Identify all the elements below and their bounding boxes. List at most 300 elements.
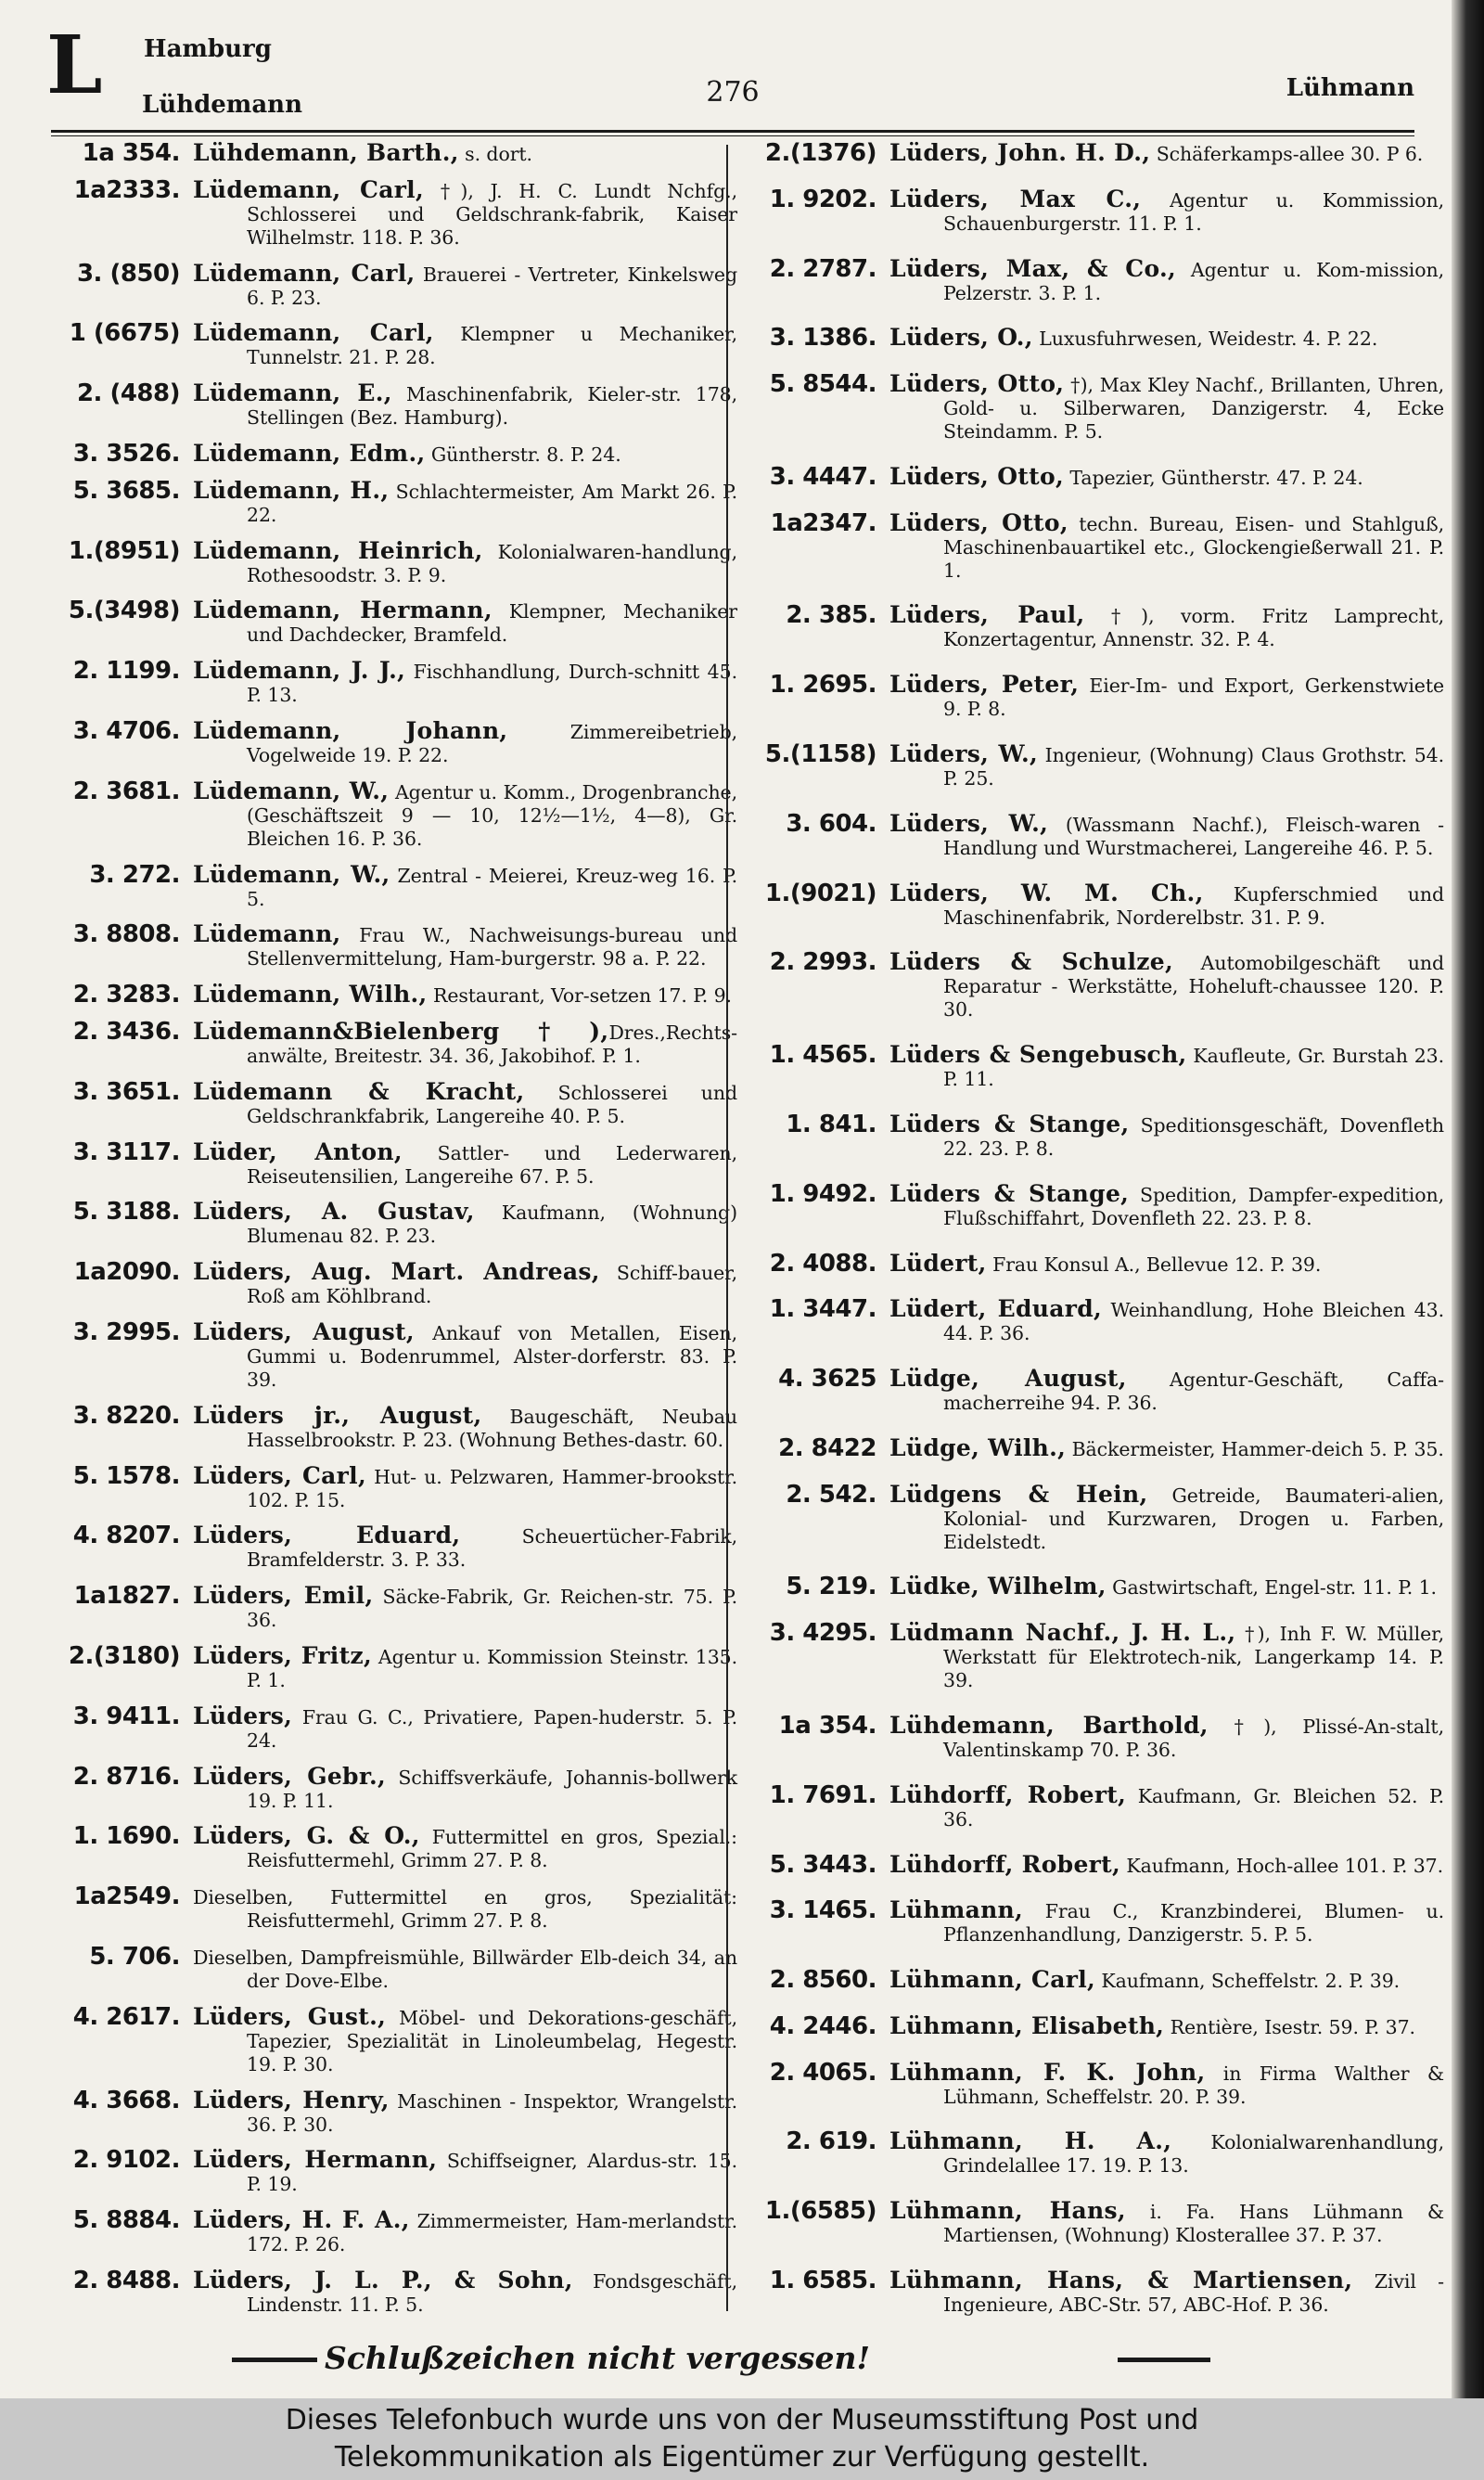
entry-name: Lüders, [193,1702,293,1729]
phone-number: 2. 542. [786,1480,876,1509]
entry-text [193,983,737,1008]
entry-text [889,254,1444,305]
entry-name: Lüders, Gebr., [193,1762,387,1790]
entry-details: Rentière, Isestr. 59. P. 37. [1164,2015,1415,2038]
entry-text [193,1401,737,1452]
phone-number: 3. 4447. [769,462,876,491]
phone-number: 4. 3668. [72,2086,180,2114]
phone-number: 5. 8884. [72,2206,180,2235]
entry-details: Zimmereibetrieb, Vogelweide 19. P. 22. [247,720,738,766]
entry-details: Maschinen - Inspektor, Wrangelstr. 36. P. 30. [247,2089,737,2136]
header-rule [51,130,1414,133]
directory-entry [747,1711,1444,1762]
phone-number: 1a2347. [770,508,876,537]
entry-details: †), Plissé-An-stalt, Valentinskamp 70. P. 36. [943,1715,1444,1761]
entry-details: Sattler- und Lederwaren, Reiseutensilien, Langereihe 67. P. 5. [247,1141,737,1188]
phone-number: 3. 4706. [72,716,180,745]
entry-details: Frau C., Kranzbinderei, Blumen- u. Pflanzenhandlung, Danzigerstr. 5. P. 5. [943,1900,1444,1947]
entry-name: Lüdemann, Heinrich, [193,536,483,564]
phone-number: 1. 2695. [769,671,876,700]
directory-entry [48,476,737,527]
section-letter: L [46,19,101,112]
entry-details: Eier-Im- und Export, Gerkenstwiete 9. P. 8. [943,675,1444,721]
entry-name: Lüders, O., [889,324,1033,352]
entry-text [889,1249,1444,1277]
directory-entry [48,716,738,767]
entry-details: Kolonialwarenhandlung, Grindelallee 17. 19. P. 13. [943,2131,1444,2178]
directory-entry [747,1112,1444,1161]
entry-name: Lüders, Max, & Co., [889,254,1176,282]
directory-entry [48,983,737,1008]
phone-number: 1a2549. [73,1882,180,1911]
entry-details: Agentur u. Kom-mission, Pelzerstr. 3. P. 1. [943,258,1444,304]
phone-number: 3. 1386. [769,324,876,353]
entry-text [889,372,1444,443]
entry-text [889,1850,1444,1878]
entry-text [193,1945,737,1993]
phone-number: 1a 354. [778,1711,876,1740]
entry-name: Lühdorff, Robert, [889,1850,1120,1878]
entry-name: Lüdgens & Hein, [889,1480,1148,1508]
entry-details: Kaufmann, Gr. Bleichen 52. P. 36. [943,1784,1444,1831]
entry-details: (Wassmann Nachf.), Fleisch-waren - Handlung und Wurstmacherei, Langereihe 46. P. 5. [943,813,1444,859]
entry-text [889,326,1444,351]
entry-name: Lüdert, Eduard, [889,1295,1103,1323]
entry-details: Automobilgeschäft und Reparatur - Werkstätte, Hoheluft-chaussee 120. P. 30. [943,952,1444,1022]
directory-entry [747,1621,1444,1692]
entry-details: Gastwirtschaft, Engel-str. 11. P. 1. [1106,1576,1437,1600]
header-first-entry: Lühdemann [142,91,302,119]
entry-name: Lüders, Max C., [889,185,1142,212]
entry-text [889,1711,1444,1762]
phone-number: 2. 8488. [72,2266,180,2294]
entry-details: Klempner u Mechaniker, Tunnelstr. 21. P. 28. [247,323,737,369]
phone-number: 1a 354. [82,139,180,167]
phone-number: 2.(1376) [764,139,876,167]
entry-name: Lüders, W., [889,809,1049,837]
entry-name: Lüders, H. F. A., [193,2206,410,2234]
entry-details: Getreide, Baumateri-alien, Kolonial- und Kurzwaren, Drogen u. Farben, Eidelstedt. [943,1484,1444,1553]
phone-number: 1a1827. [73,1582,180,1611]
entry-name: Lüders, John. H. D., [889,139,1151,166]
entry-text [193,2148,737,2196]
entry-name: Lüdemann, H., [193,476,390,504]
entry-details: Fondsgeschäft, Lindenstr. 11. P. 5. [247,2269,737,2316]
entry-text [193,175,737,250]
entry-text [889,1179,1444,1230]
phone-number: 2. 4065. [769,2058,876,2087]
phone-number: 2. 3436. [72,1017,180,1046]
entry-text [193,1260,737,1308]
entry-text [889,742,1444,790]
entry-details: Agentur-Geschäft, Caffa-macherreihe 94. P. 36. [943,1368,1444,1415]
entry-details: Speditionsgeschäft, Dovenfleth 22. 23. P. 8. [943,1113,1444,1160]
entry-text [193,860,737,911]
entry-name: Lüdemann, W., [193,777,390,804]
entry-details: Maschinenfabrik, Kieler-str. 178, Stellingen (Bez. Hamburg). [247,383,737,430]
entry-name: Lühmann, Elisabeth, [889,2011,1165,2039]
directory-entry [48,1584,737,1632]
directory-entry [747,1898,1444,1947]
entry-name: Lüders & Stange, [889,1110,1130,1137]
phone-number: 5.(3498) [68,597,180,625]
entry-name: Lüders, Gust., [193,2002,387,2030]
entry-text [889,462,1444,490]
entry-name: Lüdemann, Johann, [193,716,508,744]
directory-entry [747,1574,1444,1600]
entry-name: Lüders, Fritz, [193,1641,372,1669]
entry-text [193,1584,737,1632]
phone-number: 1a2333. [73,175,180,204]
directory-entry [48,175,737,250]
entry-details: Frau G. C., Privatiere, Papen-huderstr. 5. P. 24. [247,1705,737,1752]
entry-details: Klempner, Mechaniker und Dachdecker, Bramfeld. [247,600,737,647]
entry-name: Lühmann, Hans, & Martiensen, [889,2267,1353,2294]
entry-details: †), Max Kley Nachf., Brillanten, Uhren, Gold- u. Silberwaren, Danzigerstr. 4, Ecke Steindamm. P. 5. [943,374,1444,443]
ownership-banner [0,2398,1484,2480]
entry-text [193,1641,737,1692]
directory-entry [48,1704,737,1753]
directory-entry [48,1317,737,1392]
entry-details: Ankauf von Metallen, Eisen, Gummi u. Bodenrummel, Alster-dorferstr. 83. P. 39. [247,1321,737,1391]
entry-name: Lüders, Paul, [889,601,1085,629]
entry-details: Kaufleute, Gr. Burstah 23. P. 11. [943,1045,1444,1091]
phone-number: 5. 219. [786,1573,876,1601]
entry-details: Dieselben, Dampfreismühle, Billwärder Elb-deich 34, an der Dove-Elbe. [193,1946,737,1992]
phone-number: 5. 706. [89,1942,180,1971]
right-column [747,141,1444,2317]
phone-number: 5. 8544. [769,370,876,399]
entry-name: Lüder, Anton, [193,1137,403,1165]
phone-number: 5. 1578. [72,1461,180,1490]
directory-entry [747,673,1444,721]
directory-entry [747,2268,1444,2317]
directory-entry [747,1433,1444,1462]
directory-entry [48,2002,737,2076]
entry-details: †), J. H. C. Lundt Nchfg., Schlosserei und Geldschrank-fabrik, Kaiser Wilhelmstr. 118. P. 36. [247,179,737,249]
entry-details: †), Inh F. W. Müller, Werkstatt für Elektrotech-nik, Langerkamp 14. P. 39. [943,1623,1444,1692]
entry-details: Scheuertücher-Fabrik, Bramfelderstr. 3. P. 33. [247,1525,738,1572]
entry-details: techn. Bureau, Eisen- und Stahlguß, Maschinenbauartikel etc., Glockengießerwall 21. P. 1. [943,512,1444,582]
entry-name: Lüders, Otto, [889,462,1064,490]
entry-details: Kaufmann, Hoch-allee 101. P. 37. [1119,1854,1444,1877]
directory-entry [48,259,737,310]
phone-number: 3. 2995. [72,1317,180,1346]
entry-text [193,2088,737,2137]
directory-entry [747,254,1444,305]
phone-number: 1. 6585. [769,2267,876,2294]
phone-number: 5. 3443. [769,1850,876,1879]
entry-details: Schiffsverkäufe, Johannis-bollwerk 19. P. 11. [247,1766,737,1812]
entry-details: Schäferkamps-allee 30. P 6. [1150,143,1424,165]
phone-number: 2. 3681. [72,777,180,805]
phone-number: 2. 3283. [72,981,180,1009]
directory-entry [48,141,737,166]
directory-entry [48,1137,737,1189]
entry-name: Lüders, J. L. P., & Sohn, [193,2266,573,2294]
entry-text [193,1317,737,1392]
entry-details: Dieselben, Futtermittel en gros, Spezialität: Reisfuttermehl, Grimm 27. P. 8. [193,1886,737,1933]
entry-details: Hut- u. Pelzwaren, Hammer-brookstr. 102. P. 15. [247,1465,737,1511]
entry-details: Tapezier, Güntherstr. 47. P. 24. [1063,466,1363,489]
entry-details: Weinhandlung, Hohe Bleichen 43. 44. P. 36. [943,1299,1444,1345]
entry-text [193,716,738,767]
entry-name: Lüders, August, [193,1317,415,1345]
entry-text [889,141,1444,166]
directory-entry [747,2058,1444,2109]
phone-number: 5. 3685. [72,476,180,505]
entry-name: Lühdemann, Barthold, [889,1711,1209,1739]
directory-entry [747,1480,1444,1554]
phone-number: 3. 8220. [72,1401,180,1430]
entry-text [889,1780,1444,1831]
entry-name: Lühmann, H. A., [889,2127,1172,2155]
entry-name: Lühmann, F. K. John, [889,2058,1206,2086]
directory-entry [747,2129,1444,2178]
directory-entry [747,372,1444,443]
entry-name: Lüdge, August, [889,1365,1127,1393]
header-city: Hamburg [144,35,272,63]
phone-number: 1. 1690. [72,1822,180,1851]
phone-number: 4. 3625 [778,1365,876,1394]
directory-entry [48,1762,737,1813]
directory-entry [747,1780,1444,1831]
directory-entry [48,2268,737,2317]
entry-text [889,809,1444,860]
entry-text [193,1523,737,1572]
phone-number: 2. 8422 [778,1433,876,1462]
directory-entry [48,1523,737,1572]
directory-entry [48,659,737,707]
entry-text [889,508,1444,583]
entry-details: Schlosserei und Geldschrankfabrik, Langereihe 40. P. 5. [247,1081,737,1127]
directory-entry [48,1260,737,1308]
entry-text [193,1077,737,1128]
entry-name: Lüdemann, W., [193,860,390,888]
entry-name: Lüders, G. & O., [193,1822,420,1850]
directory-entry [48,381,737,430]
phone-number: 2. (488) [76,379,180,408]
entry-name: Lüdke, Wilhelm, [889,1573,1107,1600]
phone-number: 1. 4565. [769,1041,876,1070]
directory-entry [48,1401,737,1452]
entry-details: Güntherstr. 8. P. 24. [425,443,621,466]
entry-details: i. Fa. Hans Lühmann & Martiensen, (Wohnung) Klosterallee 37. P. 37. [943,2201,1444,2247]
directory-entry [48,2208,737,2256]
entry-details: Schiff-bauer, Roß am Köhlbrand. [247,1262,738,1308]
entry-name: Lüders, Eduard, [193,1522,461,1549]
phone-number: 1.(8951) [68,536,180,565]
entry-name: Lüders & Stange, [889,1179,1130,1207]
entry-name: Lüders, W., [889,740,1038,768]
directory-entry [747,1249,1444,1278]
phone-number: 2. 619. [786,2127,876,2156]
entry-details: Kaufmann, Scheffelstr. 2. P. 39. [1095,1970,1401,1993]
phone-number: 3. 272. [89,860,180,889]
phone-number: 3. 4295. [769,1619,876,1648]
directory-entry [48,1824,737,1872]
phone-number: 1.(9021) [764,879,876,907]
banner-line-2: Telekommunikation als Eigentümer zur Verfügung gestellt. [334,2441,1150,2474]
directory-entry [48,860,737,911]
entry-text [193,598,737,647]
entry-details: Dres.,Rechts-anwälte, Breitestr. 34. 36, Jakobihof. P. 1. [247,1021,737,1067]
entry-details: Brauerei - Vertreter, Kinkelsweg 6. P. 23. [247,263,737,309]
entry-name: Lüdemann, Edm., [193,439,426,467]
entry-text [193,1704,737,1753]
entry-details: Futtermittel en gros, Spezial.: Reisfuttermehl, Grimm 27. P. 8. [247,1826,737,1872]
directory-entry [48,779,737,851]
phone-number: 2. 4088. [769,1249,876,1278]
entry-name: Lüdemann, Carl, [193,319,434,347]
entry-details: Restaurant, Vor-setzen 17. P. 9. [427,984,732,1008]
directory-entry [747,187,1444,236]
entry-name: Lühdemann, Barth., [193,139,459,166]
directory-entry [48,1641,737,1692]
entry-details: Zentral - Meierei, Kreuz-weg 16. P. 5. [247,864,737,910]
entry-details: Baugeschäft, Neubau Hasselbrookstr. P. 23. (Wohnung Bethes-dastr. 60. [247,1405,737,1451]
entry-name: Lüdemann, Hermann, [193,597,493,624]
directory-entry [48,439,737,468]
directory-entry [747,1850,1444,1879]
entry-name: Lüders, Hermann, [193,2146,438,2174]
directory-entry [747,1179,1444,1230]
entry-details: Frau W., Nachweisungs-bureau und Stellenvermittelung, Ham-burgerstr. 98 a. P. 22. [247,924,737,970]
entry-text [889,950,1444,1022]
phone-number: 3. 1465. [769,1896,876,1925]
entry-text [193,141,737,166]
directory-entry [747,881,1444,930]
phone-number: 1. 841. [786,1110,876,1138]
page-edge-shadow [1452,0,1484,2398]
entry-text [193,779,737,851]
entry-text [193,259,737,310]
entry-text [193,2208,737,2256]
entry-text [889,603,1444,651]
entry-name: Lüdge, Wilh., [889,1433,1067,1461]
phone-number: 2. 385. [786,601,876,630]
directory-entry [747,1367,1444,1415]
column-divider [726,145,728,2311]
entry-text [889,1480,1444,1554]
entry-details: Möbel- und Dekorations-geschäft, Tapezier, Spezialität in Linoleumbelag, Hegestr. 19. P. 30. [247,2006,737,2075]
entry-name: Lüders, Henry, [193,2086,390,2114]
directory-entry [747,742,1444,790]
directory-entry [747,1297,1444,1345]
directory-entry [747,950,1444,1022]
entry-text [193,1884,737,1933]
entry-details: Frau Konsul A., Bellevue 12. P. 39. [986,1253,1322,1276]
entry-name: Lüdemann, Wilh., [193,981,428,1009]
entry-name: Lühmann, Carl, [889,1966,1096,1994]
entry-text [889,1433,1444,1461]
entry-text [889,2058,1444,2109]
entry-text [193,476,737,527]
entry-name: Lüdemann, Carl, [193,175,424,203]
phone-number: 3. 3651. [72,1077,180,1106]
entry-name: Lüders, Otto, [889,370,1065,398]
entry-name: Lüders & Sengebusch, [889,1041,1187,1069]
entry-name: Lüders, W. M. Ch., [889,879,1204,906]
entry-name: Lüders, A. Gustav, [193,1198,475,1226]
entry-details: s. dort. [458,143,532,165]
entry-details: Kupferschmied und Maschinenfabrik, Norderelbstr. 31. P. 9. [943,882,1444,929]
entry-details: in Firma Walther & Lühmann, Scheffelstr. 20. P. 39. [943,2062,1444,2108]
entry-details: Agentur u. Komm., Drogenbranche, (Geschäftszeit 9 — 10, 12½—1½, 4—8), Gr. Bleichen 16. P. 36. [247,780,737,850]
entry-text [889,1367,1444,1415]
entry-text [193,1200,737,1248]
directory-entry [48,1200,737,1248]
entry-details: Kaufmann, (Wohnung) Blumenau 82. P. 23. [247,1201,737,1248]
entry-name: Lühmann, [889,1896,1024,1924]
directory-entry [48,2148,737,2196]
entry-details: Fischhandlung, Durch-schnitt 45. P. 13. [247,661,737,707]
footer-dash-left [232,2358,317,2362]
directory-entry [747,603,1444,651]
entry-text [889,1968,1444,1993]
entry-details: Ingenieur, (Wohnung) Claus Grothstr. 54. P. 25. [943,744,1444,790]
phone-number: 3. 8808. [72,920,180,949]
directory-entry [48,321,737,369]
entry-name: Lüders jr., August, [193,1401,482,1429]
entry-text [889,1043,1444,1091]
entry-text [193,2268,737,2317]
entry-text [889,1574,1444,1600]
entry-text [889,2199,1444,2247]
phone-number: 3. 9411. [72,1702,180,1730]
directory-entry [747,1043,1444,1091]
phone-number: 2. 8560. [769,1966,876,1995]
entry-name: Lüdmann Nachf., J. H. L., [889,1619,1236,1647]
entry-details: Zimmermeister, Ham-merlandstr. 172. P. 26. [247,2210,737,2256]
directory-entry [747,2199,1444,2247]
entry-details: Bäckermeister, Hammer-deich 5. P. 35. [1066,1437,1444,1460]
directory-entry [747,809,1444,860]
entry-details: Agentur u. Kommission, Schauenburgerstr. 11. P. 1. [943,188,1445,235]
phone-number: 2. 9102. [72,2146,180,2175]
header-rule-thin [51,135,1414,136]
entry-name: Lüdemann & Kracht, [193,1077,525,1105]
footer-dash-right [1118,2358,1210,2362]
phone-number: 1. 9202. [769,185,876,213]
directory-entry [48,2088,737,2137]
left-column [48,141,737,2317]
entry-text [193,381,737,430]
entry-text [889,881,1444,930]
entry-name: Lüders, Carl, [193,1461,366,1489]
entry-text [889,187,1444,236]
phone-number: 1.(6585) [764,2197,876,2226]
entry-text [193,2002,737,2076]
directory-entry [747,462,1444,491]
entry-name: Lühmann, Hans, [889,2197,1126,2225]
directory-entry [48,598,737,647]
entry-name: Lüdemann, [193,920,341,948]
phone-number: 2.(3180) [68,1641,180,1670]
entry-text [193,922,737,970]
phone-number: 1. 7691. [769,1780,876,1809]
entry-text [193,1762,737,1813]
directory-entry [48,1884,737,1933]
entry-name: Lüdemann, Carl, [193,259,416,287]
entry-text [889,1297,1444,1345]
entry-text [889,1898,1444,1947]
entry-name: Lüdemann, J. J., [193,657,406,685]
phone-number: 2. 2787. [769,254,876,283]
entry-details: Luxusfuhrwesen, Weidestr. 4. P. 22. [1032,328,1378,351]
entry-name: Lüdemann&Bielenberg†), [193,1017,609,1045]
entry-name: Lüders, Peter, [889,671,1080,699]
